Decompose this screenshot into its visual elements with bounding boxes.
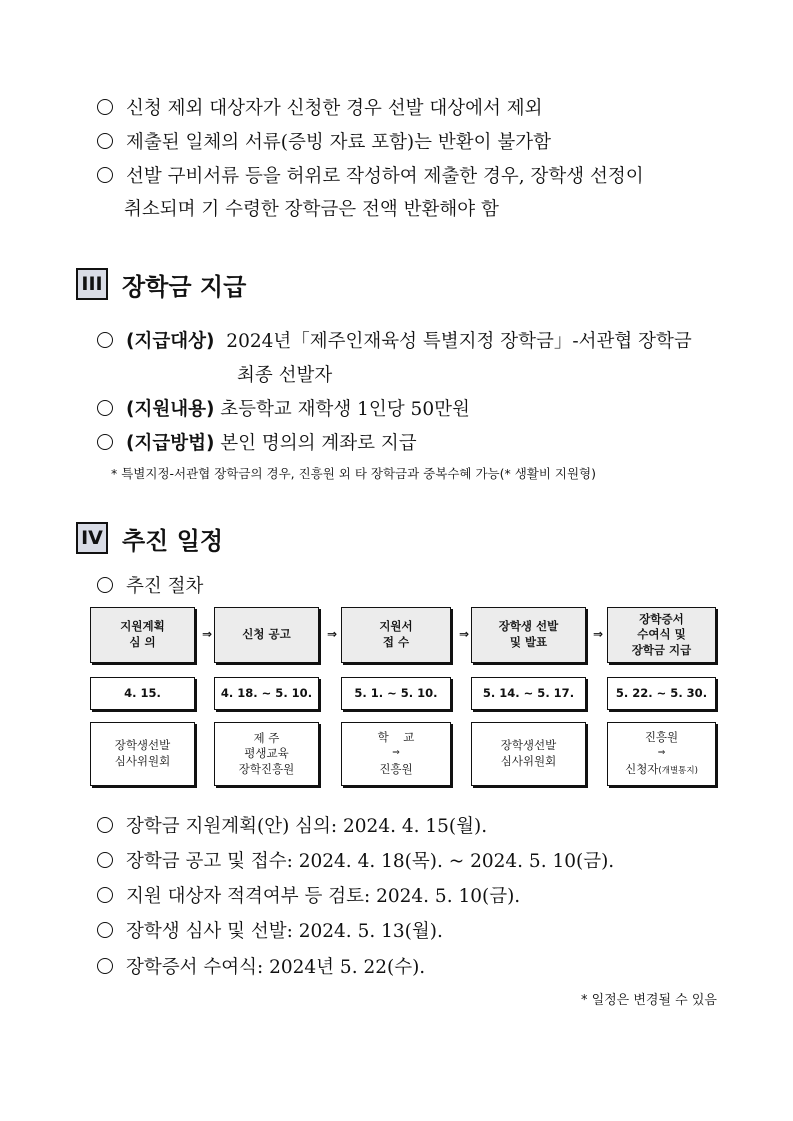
circle-bullet-icon: [97, 99, 113, 115]
org-step-3: [341, 722, 451, 786]
arrow-icon: ⇒: [593, 627, 604, 641]
section-number: III: [76, 268, 108, 300]
item-text: 본인 명의의 계좌로 지급: [220, 433, 417, 454]
bullet-text: 제출된 일체의 서류(증빙 자료 포함)는 반환이 불가함: [126, 132, 552, 153]
date-step-1: 4. 15.: [90, 677, 195, 710]
arrow-icon: ⇒: [327, 627, 338, 641]
section-heading-4: [76, 521, 223, 555]
step-ceremony: 장학증서 수여식 및 장학금 지급: [607, 607, 716, 663]
bullet-text: 선발 구비서류 등을 허위로 작성하여 제출한 경우, 장학생 선정이: [126, 166, 644, 187]
circle-bullet-icon: [97, 133, 113, 149]
item-label: (지원내용): [126, 399, 215, 420]
step-plan-review: 지원계획 심 의: [90, 607, 195, 663]
org-from: 진흥원: [644, 730, 679, 745]
schedule-item: [97, 917, 443, 943]
payment-method-item: [97, 429, 417, 455]
circle-bullet-icon: [97, 400, 113, 416]
org-to-note: (개별통지): [658, 765, 698, 776]
bullet-exclusion: [97, 94, 542, 120]
section-heading-3: [76, 267, 246, 301]
schedule-text: 장학생 심사 및 선발: 2024. 5. 13(월).: [126, 921, 443, 942]
step-selection: 장학생 선발 및 발표: [471, 607, 586, 663]
date-step-3: 5. 1. ~ 5. 10.: [341, 677, 451, 710]
section-title: 추진 일정: [122, 526, 224, 555]
payment-target-continuation: 최종 선발자: [237, 365, 333, 386]
schedule-item: [97, 882, 520, 908]
section-number: IV: [76, 522, 108, 554]
circle-bullet-icon: [97, 958, 113, 974]
bullet-documents: [97, 128, 551, 154]
org-to: 진흥원: [379, 761, 413, 776]
circle-bullet-icon: [97, 577, 113, 593]
arrow-icon: ⇒: [459, 627, 470, 641]
circle-bullet-icon: [97, 852, 113, 868]
schedule-item: [97, 847, 614, 873]
org-step-1: 장학생선발 심사위원회: [90, 722, 195, 786]
step-application: 지원서 접 수: [341, 607, 451, 663]
org-to-line: [625, 761, 698, 779]
schedule-item: [97, 953, 425, 979]
schedule-footnote: * 일정은 변경될 수 있음: [580, 993, 717, 1008]
circle-bullet-icon: [97, 817, 113, 833]
bullet-text: 신청 제외 대상자가 신청한 경우 선발 대상에서 제외: [126, 98, 543, 119]
schedule-text: 장학증서 수여식: 2024년 5. 22(수).: [126, 957, 426, 978]
bullet-false-docs: [97, 162, 644, 188]
org-step-2: 제 주 평생교육 장학진흥원: [214, 722, 319, 786]
circle-bullet-icon: [97, 167, 113, 183]
org-step-5: [607, 722, 716, 786]
item-label: (지급대상): [126, 331, 215, 352]
down-arrow-icon: ⇒: [657, 748, 666, 759]
section-title: 장학금 지급: [122, 272, 247, 301]
arrow-icon: ⇒: [202, 627, 213, 641]
circle-bullet-icon: [97, 332, 113, 348]
date-step-4: 5. 14. ~ 5. 17.: [471, 677, 586, 710]
support-content-item: [97, 395, 470, 421]
payment-target-item: [97, 327, 692, 353]
schedule-text: 장학금 공고 및 접수: 2024. 4. 18(목). ~ 2024. 5. 10(금).: [126, 851, 615, 872]
down-arrow-icon: ⇒: [392, 748, 400, 759]
procedure-subtitle: [97, 572, 203, 598]
schedule-item: [97, 812, 487, 838]
circle-bullet-icon: [97, 887, 113, 903]
item-label: (지급방법): [126, 433, 215, 454]
org-from: 학 교: [377, 730, 415, 745]
item-text: 초등학교 재학생 1인당 50만원: [220, 399, 470, 420]
schedule-text: 장학금 지원계획(안) 심의: 2024. 4. 15(월).: [126, 816, 488, 837]
step-announcement: 신청 공고: [214, 607, 319, 663]
date-step-2: 4. 18. ~ 5. 10.: [214, 677, 319, 710]
circle-bullet-icon: [97, 922, 113, 938]
item-text: 2024년「제주인재육성 특별지정 장학금」-서관협 장학금: [226, 331, 692, 352]
section3-note: * 특별지정-서관협 장학금의 경우, 진흥원 외 타 장학금과 중복수혜 가능(* 생활비 지원형): [111, 466, 596, 481]
bullet-false-docs-continuation: 취소되며 기 수령한 장학금은 전액 반환해야 함: [124, 199, 499, 220]
org-step-4: 장학생선발 심사위원회: [471, 722, 586, 786]
date-step-5: 5. 22. ~ 5. 30.: [607, 677, 716, 710]
circle-bullet-icon: [97, 434, 113, 450]
schedule-text: 지원 대상자 적격여부 등 검토: 2024. 5. 10(금).: [126, 886, 521, 907]
org-to: 신청자: [625, 761, 659, 776]
subtitle-text: 추진 절차: [126, 576, 204, 597]
